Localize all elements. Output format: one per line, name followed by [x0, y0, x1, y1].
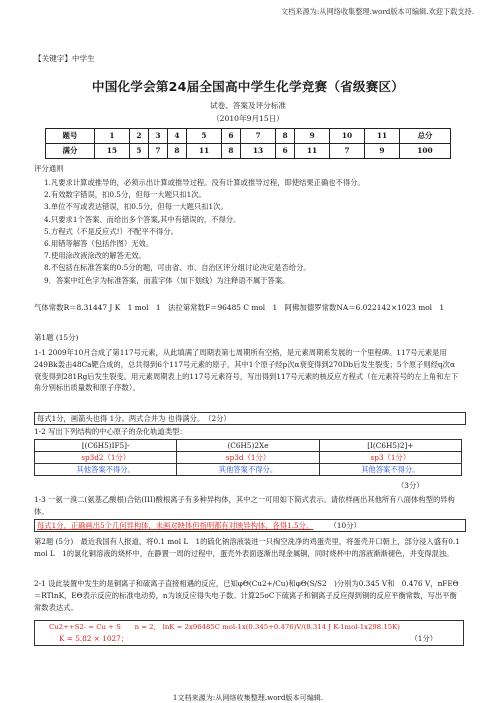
score-table-row-scores [46, 144, 451, 159]
points-label: （3分） [397, 481, 424, 490]
question-number: 9 [295, 129, 330, 144]
full-score: 13 [241, 144, 276, 159]
rule-item: 6.用错等解答（包括作图）无效。 [44, 238, 154, 248]
points-label: （10分） [329, 521, 361, 530]
rule-item: 8.不包括在标准答案的0.5分的题，可由省、市、自治区评分组讨论决定是否给分。 [44, 263, 311, 273]
question-1-2-text: 1-2 写出下列结构的中心原子的杂化轨道类型： [34, 427, 187, 436]
question-1-title: 第1题 (15分) [34, 333, 79, 342]
full-score: 15 [94, 144, 129, 159]
struct-answer: sp3（1分） [319, 452, 461, 464]
question-number: 10 [330, 129, 365, 144]
question-1-1-text: 1-1 2009年10月合成了第117号元素，从此填满了周期表第七周期所有空格，是元素周期系发展的一个里程碑。117号元素是用249Bk轰击48Ca靶合成的，总共得到6个117号元素的原子，其中1个原子经p次α衰变得到270Db后发生裂变；5个原子则经q次α衰变得到281Rg后发生裂变。用元素周期表上的117号元素符号，写出得到117号元素的核反应方程式（在元素符号的左上角和左下角分别标出质量数和原子序数）。 [34, 348, 459, 393]
rules-list [44, 178, 474, 288]
score-row-label: 题号 [46, 129, 95, 144]
question-number: 3 [148, 129, 167, 144]
document-title: 中国化学会第24届全国高中学生化学竞赛（省级赛区） [91, 79, 405, 94]
full-score: 11 [295, 144, 330, 159]
full-score: 6 [276, 144, 295, 159]
struct-header: (C6H5)2Xe [177, 440, 319, 452]
rule-item: 4.只要求1个答案、而给出多个答案,其中有错误的，不得分。 [44, 214, 241, 224]
total-score: 100 [399, 144, 450, 159]
question-number: 5 [187, 129, 222, 144]
full-score: 7 [148, 144, 167, 159]
total-label: 总分 [399, 129, 450, 144]
score-table [45, 128, 451, 159]
answer-note-red: 每式1分，正确画出5个几何异构体，未画对映体但指明都有对映异构体，各得1.5分。 [37, 521, 314, 530]
question-number: 2 [129, 129, 148, 144]
document-date: （2010年9月15日） [212, 114, 284, 123]
struct-header: [I(C6H5)2]+ [319, 440, 461, 452]
full-score: 5 [129, 144, 148, 159]
full-score: 11 [187, 144, 222, 159]
question-1-3-text: 1-3 一氨一溴二(氨基乙酸根)合钴(III)酸根离子有多种异构体，其中之一可用如下简式表示。请依样画出其他所有八面体构型的异构体。 [34, 495, 455, 516]
keyword-line: 【关键字】中学生 [34, 54, 95, 63]
struct-note-row [35, 464, 462, 476]
question-number: 1 [94, 129, 129, 144]
answer-box-1-3 [34, 519, 466, 532]
rule-item: 2.有效数字错误，扣0.5分，但每一大题只扣1次。 [44, 190, 206, 200]
full-score: 7 [330, 144, 365, 159]
struct-header-row [35, 440, 462, 452]
score-table-row-numbers [46, 129, 451, 144]
full-score: 8 [221, 144, 240, 159]
struct-answer: sp3d2（1分） [35, 452, 177, 464]
question-number: 7 [241, 129, 276, 144]
answer-k-line [35, 633, 463, 645]
full-score: 9 [364, 144, 399, 159]
struct-note: 其他答案不得分。 [177, 464, 319, 476]
question-2-1-text: 2-1 设此装置中发生的是铜离子和硫离子直接相遇的反应，已知φΘ(Cu2+/Cu)和φΘ(S/S2 )分别为0.345 V和 0.476 V，nFEΘ ＝RTlnK，EΘ表示反应的标准电动势，n为该反应得失电子数。计算25oC下硫离子和铜离子反应得到铜的反应平衡常数，写出平衡常数表达式。 [34, 579, 466, 612]
header-note: 文档来源为:从网络收集整理.word版本可编辑.欢迎下载支持. [280, 7, 474, 16]
question-number: 4 [167, 129, 186, 144]
hybridization-table [34, 439, 462, 476]
rule-item: 9．答案中红色字为标准答案，而蓝字体（加下划线）为注释语不属于答案。 [44, 275, 290, 285]
answer-box-2-1 [34, 620, 464, 646]
question-number: 11 [364, 129, 399, 144]
score-row-label: 满分 [46, 144, 95, 159]
rule-item: 7.使用涂改液涂改的解答无效。 [44, 251, 146, 261]
rule-item: 5.方程式（不是反应式!）不配平不得分。 [44, 226, 178, 236]
physical-constants: 气体常数R＝8.31447 J K 1 mol 1 法拉第常数F＝96485 C mol 1 阿佛加德罗常数NA＝6.022142×1023 mol 1 [34, 303, 445, 312]
question-number: 8 [276, 129, 295, 144]
answer-box-1-1: 每式1分，画箭头也得 1分。两式合并为 也得满分。 （2分） [34, 412, 466, 425]
struct-answer: sp3d（1分） [177, 452, 319, 464]
footer-note: 1文档来源为:从网络收集整理.word版本可编辑. [172, 693, 324, 702]
struct-note: 其他答案不得分。 [35, 464, 177, 476]
struct-header: [(C6H5)IF5]- [35, 440, 177, 452]
answer-k-value: K = 5.82 × 1027； [59, 634, 129, 643]
answer-equation: Cu2++S2- = Cu + S n = 2, lnK = 2x96485C mol-1x(0.345+0.476)V/(8.314 J K-1mol-1x298.15K) [49, 623, 400, 631]
full-score: 8 [167, 144, 186, 159]
struct-answer-row [35, 452, 462, 464]
question-2-text: 第2题 (5分) 最近我国有人报道，将0.1 mol L 1的硫化钠溶液装进一只掏空洗净的鸡蛋壳里，将蛋壳开口朝上，部分浸入盛有0.1 mol L 1的氯化铜溶液的烧杯中，在静置一周的过程中，蛋壳外表面逐渐出现金属铜，同时烧杯中的溶液渐渐褪色，并变得混浊。 [34, 537, 460, 558]
rule-item: 3.单位不写或表达错误，扣0.5分，但每一大题只扣1次。 [44, 202, 228, 212]
question-number: 6 [221, 129, 240, 144]
rule-item: 1.凡要求计算或推导的，必须示出计算或推导过程。没有计算或推导过程，即使结果正确也不得分。 [44, 178, 365, 187]
points-label: （1分） [410, 634, 437, 643]
general-rules-title: 评分通则 [34, 164, 64, 173]
struct-note: 其他答案不得分。 [319, 464, 461, 476]
document-subtitle: 试卷、答案及评分标准 [210, 101, 286, 110]
